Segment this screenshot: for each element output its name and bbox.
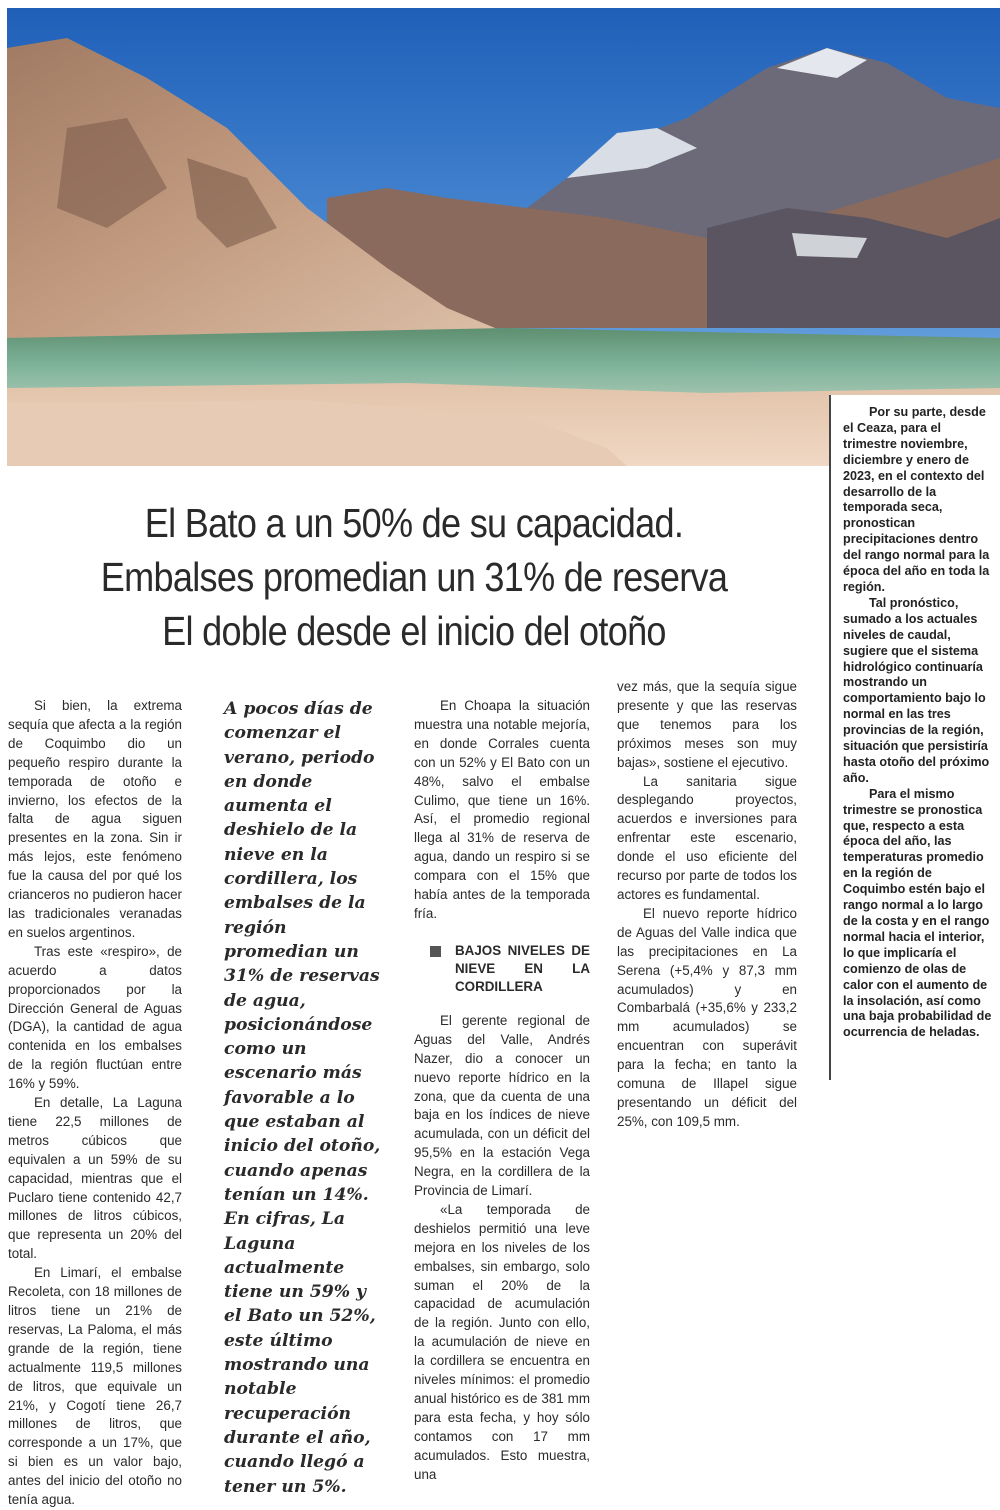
body-paragraph: Si bien, la extrema sequía que afecta a la región de Coquimbo dio un pequeño respiro durante la temporada de otoño e invierno, los efectos de la falta de agua siguen presentes en la zona. Sin ir más lejos, este fenómeno fue la causa del por qué los crianceros no pudieron hacer las tradicionales veranadas en suelos argentinos. [8,698,182,940]
article-column-1 [8,697,182,1510]
body-paragraph: vez más, que la sequía sigue presente y que las reservas que tenemos para los próximos meses son muy bajas», sostiene el ejecutivo. [617,679,797,770]
pull-quote: A pocos días de comenzar el verano, periodo en donde aumenta el deshielo de la nieve en la cordillera, los embalses de la región promedian un 31% de reservas de agua, posicionándose como un escenario más favorable a lo que estaban al inicio del otoño, cuando apenas tenían un 14%. En cifras, La Laguna actualmente tiene un 59% y el Bato un 52%, este último mostrando una notable recuperación durante el año, cuando llegó a tener un 5%. [224,699,381,1497]
headline [8,496,820,658]
body-paragraph: El nuevo reporte hídrico de Aguas del Valle indica que las precipitaciones en La Serena (+5,4% y 87,3 mm acumulados) y en Combarbalá (+35,6% y 233,2 mm acumulados) se encuentran con superávit para la fecha; en tanto la comuna de Illapel sigue presentando un déficit del 25%, con 109,5 mm. [617,905,797,1129]
article-column-3 [414,697,590,1485]
article-column-4 [617,678,797,1132]
body-paragraph: El gerente regional de Aguas del Valle, Andrés Nazer, dio a conocer un nuevo reporte hídrico en la zona, que da cuenta de una baja en los índices de nieve acumulada, con un déficit del 95,5% en la estación Vega Negra, en la cordillera de la Provincia de Limarí. [414,1012,590,1199]
body-paragraph: La sanitaria sigue desplegando proyectos, acuerdos e inversiones para enfrentar este escenario, donde el uso eficiente del recurso por parte de todos los actores es fundamental. [617,773,797,902]
headline-line-2: Embalses promedian un 31% de reserva [100,554,728,600]
body-paragraph: En detalle, La Laguna tiene 22,5 millones de metros cúbicos que equivalen a un 59% de su capacidad, mientras que el Puclaro tiene contenido 42,7 millones de litros cúbicos, que representa un 20% del total. [8,1095,182,1262]
sidebar-paragraph: Para el mismo trimestre se pronostica que, respecto a esta época del año, las temperaturas promedio en la región de Coquimbo estén bajo el rango normal a lo largo de la costa y en el rango normal hacia el interior, lo que implicaría el comienzo de olas de calor con el aumento de la insolación, así como una baja probabilidad de ocurrencia de heladas. [843,786,992,1040]
headline-line-3: El doble desde el inicio del otoño [162,608,666,654]
subhead-text: BAJOS NIVELES DE NIEVE EN LA CORDILLERA [455,942,590,994]
sidebar-paragraph: Por su parte, desde el Ceaza, para el trimestre noviembre, diciembre y enero de 2023, en el contexto del desarrollo de la temporada seca, pronostican precipitaciones dentro del rango normal para la época del año en toda la región. [843,405,990,594]
square-bullet-icon [430,946,441,957]
sidebar-paragraph: Tal pronóstico, sumado a los actuales niveles de caudal, sugiere que el sistema hidrológico continuaría mostrando un comportamiento bajo lo normal en las tres provincias de la región, situación que persistiría hasta otoño del próximo año. [843,595,990,785]
headline-line-1: El Bato a un 50% de su capacidad. [144,500,684,546]
section-subhead [414,942,590,996]
body-paragraph: «La temporada de deshielos permitió una leve mejora en los niveles de los embalses, sin embargo, solo suman el 20% de la capacidad de acumulación de la región. Junto con ello, la acumulación de nieve en la cordillera se encuentra en niveles mínimos: el promedio anual histórico es de 381 mm para esta fecha, y hoy sólo contamos con 17 mm acumulados. Esto muestra, una [414,1201,590,1482]
body-paragraph: Tras este «respiro», de acuerdo a datos proporcionados por la Dirección General de Aguas (DGA), la cantidad de agua contenida en los embalses de la región fluctúan entre 16% y 59%. [8,943,182,1092]
body-paragraph: En Choapa la situación muestra una notable mejoría, en donde Corrales cuenta con un 52% y El Bato con un 48%, salvo el embalse Culimo, que tiene un 16%. Así, el promedio regional llega al 31% de reserva de agua, dando un respiro si se compara con el 15% que había antes de la temporada fría. [414,698,590,921]
sidebar-box [829,395,1000,1080]
body-paragraph: En Limarí, el embalse Recoleta, con 18 millones de litros tiene un 21% de reservas, La Paloma, el más grande de la región, tiene actualmente 119,5 millones de litros, que equivale un 21%, y Cogotí tiene 26,7 millones de litros, que corresponde a un 17%, que si bien es un valor bajo, antes del inicio del otoño no tenía agua. [8,1265,182,1508]
